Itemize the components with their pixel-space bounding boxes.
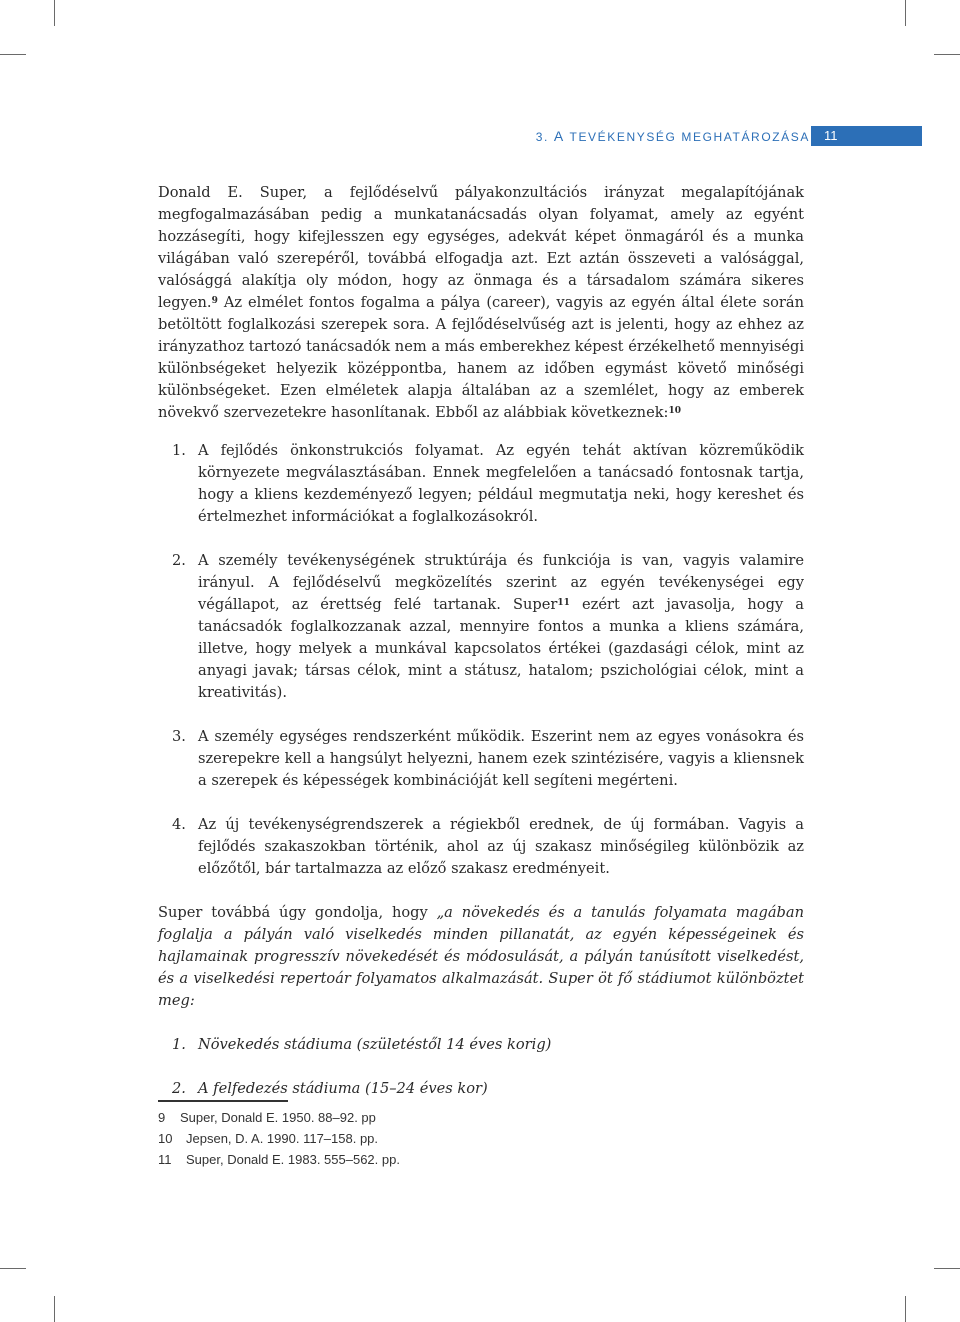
list-text: A személy egységes rendszerként működik. Eszerint nem az egyes vonásokra és szerepekre kell a hangsúlyt helyezni, hanem ezek szintézisére, vagyis a kliensnek a szerepek és képességek kombinációját kell segíteni megérteni. bbox=[198, 728, 804, 789]
footnote-divider bbox=[158, 1100, 288, 1102]
footnote-number: 10 bbox=[158, 1131, 173, 1146]
footnote-ref: 10 bbox=[668, 406, 681, 416]
list-number: 4. bbox=[172, 816, 186, 833]
stages-list bbox=[158, 1034, 804, 1100]
footnotes bbox=[158, 1107, 400, 1170]
list-item bbox=[158, 726, 804, 792]
crop-mark bbox=[905, 0, 906, 26]
chapter-title: TEVÉKENYSÉG MEGHATÁROZÁSA bbox=[564, 130, 810, 144]
page-number: 11 bbox=[811, 126, 922, 146]
list-number: 1. bbox=[172, 442, 186, 459]
list-text: Növekedés stádiuma (születéstől 14 éves korig) bbox=[198, 1036, 552, 1053]
list-item bbox=[158, 1034, 804, 1056]
crop-mark bbox=[905, 1296, 906, 1322]
super-paragraph bbox=[158, 902, 804, 1012]
crop-mark bbox=[54, 0, 55, 26]
footnote-ref: 9 bbox=[211, 296, 218, 306]
intro-text: Az elmélet fontos fogalma a pálya (career), vagyis az egyén által élete során betöltött foglalkozási szerepek sora. A fejlődéselvűség azt is jelenti, hogy az ehhez az irányzathoz tartozó tanácsadók nem a más emberekhez képest érzékelhető mennyiségi különbségeket helyezik középpontba, hanem az időben egymást követő minőségi különbségeket. Ezen elméletek alapja általában az a szemlélet, hogy az emberek növekvő szervezetekre hasonlítanak. Ebből az alábbiak következnek: bbox=[158, 294, 804, 421]
crop-mark bbox=[934, 54, 960, 55]
footnote-number: 11 bbox=[158, 1152, 172, 1167]
intro-text: Donald E. Super, a fejlődéselvű pályakonzultációs irányzat megalapítójának megfogalmazásában pedig a munkatanácsadás olyan folyamat, amely az egyént hozzásegíti, hogy kifejlesszen egy egységes, adekvát képet önmagáról és a munka világában való szerepéről, továbbá elfogadja azt. Ezt aztán összeveti a valósággal, valósággá alakítja oly módon, hogy az önmaga és a társadalom számára sikeres legyen. bbox=[158, 184, 804, 311]
list-text: A fejlődés önkonstrukciós folyamat. Az egyén tehát aktívan közreműködik környezete megválasztásában. Ennek megfelelően a tanácsadó fontosnak tartja, hogy a kliens kezdeményező legyen; például megmutatja neki, hogy kereshet és értelmezhet információkat a foglalkozásokról. bbox=[198, 442, 804, 525]
footnote-number: 9 bbox=[158, 1110, 166, 1125]
page-body bbox=[158, 182, 804, 1100]
list-text: ezért azt javasolja, hogy a tanácsadók foglalkozzanak azzal, mennyire fontos a munka a kliens számára, illetve, hogy melyek a munkával kapcsolatos értékei (gazdasági célok, mint az anyagi javak; társas célok, mint a státusz, hatalom; pszichológiai célok, mint a kreativitás). bbox=[198, 596, 804, 701]
list-number: 1. bbox=[172, 1036, 186, 1053]
footnote bbox=[158, 1128, 400, 1149]
list-number: 3. bbox=[172, 728, 186, 745]
crop-mark bbox=[0, 1268, 26, 1269]
list-item bbox=[158, 814, 804, 880]
footnote bbox=[158, 1149, 400, 1170]
list-number: 2. bbox=[172, 552, 186, 569]
footnote-text: Super, Donald E. 1983. 555–562. pp. bbox=[186, 1152, 400, 1167]
list-text: A felfedezés stádiuma (15–24 éves kor) bbox=[198, 1080, 488, 1097]
chapter-number: 3. bbox=[535, 130, 554, 144]
intro-paragraph bbox=[158, 182, 804, 424]
footnote-ref: 11 bbox=[557, 598, 570, 608]
footnote-text: Super, Donald E. 1950. 88–92. pp bbox=[180, 1110, 376, 1125]
list-item bbox=[158, 440, 804, 528]
quote-text: „a növekedés és a tanulás folyamata magában foglalja a pályán való viselkedés minden pillanatát, az egyén képességeinek és hajlamainak progresszív növekedését és módosulását, a pályán tanúsított viselkedést, és a viselkedési repertoár folyamatos alkalmazását. Super öt fő stádiumot különböztet meg: bbox=[158, 904, 804, 1009]
running-header bbox=[536, 128, 810, 144]
footnote-text: Jepsen, D. A. 1990. 117–158. pp. bbox=[186, 1131, 379, 1146]
list-number: 2. bbox=[172, 1080, 186, 1097]
list-text: A személy tevékenységének struktúrája és funkciója is van, vagyis valamire irányul. A fejlődéselvű megközelítés szerint az egyén tevékenységei egy végállapot, az érettség felé tartanak. Super bbox=[198, 552, 804, 613]
paragraph-text: Super továbbá úgy gondolja, hogy bbox=[158, 904, 437, 921]
footnote bbox=[158, 1107, 400, 1128]
chapter-title-cap: A bbox=[553, 128, 565, 144]
list-item bbox=[158, 550, 804, 704]
crop-mark bbox=[54, 1296, 55, 1322]
list-text: Az új tevékenységrendszerek a régiekből erednek, de új formában. Vagyis a fejlődés szakaszokban történik, ahol az új szakasz minőségileg különbözik az előzőtől, bár tartalmazza az előző szakasz eredményeit. bbox=[198, 816, 804, 877]
crop-mark bbox=[0, 54, 26, 55]
principles-list bbox=[158, 440, 804, 880]
list-item bbox=[158, 1078, 804, 1100]
crop-mark bbox=[934, 1268, 960, 1269]
